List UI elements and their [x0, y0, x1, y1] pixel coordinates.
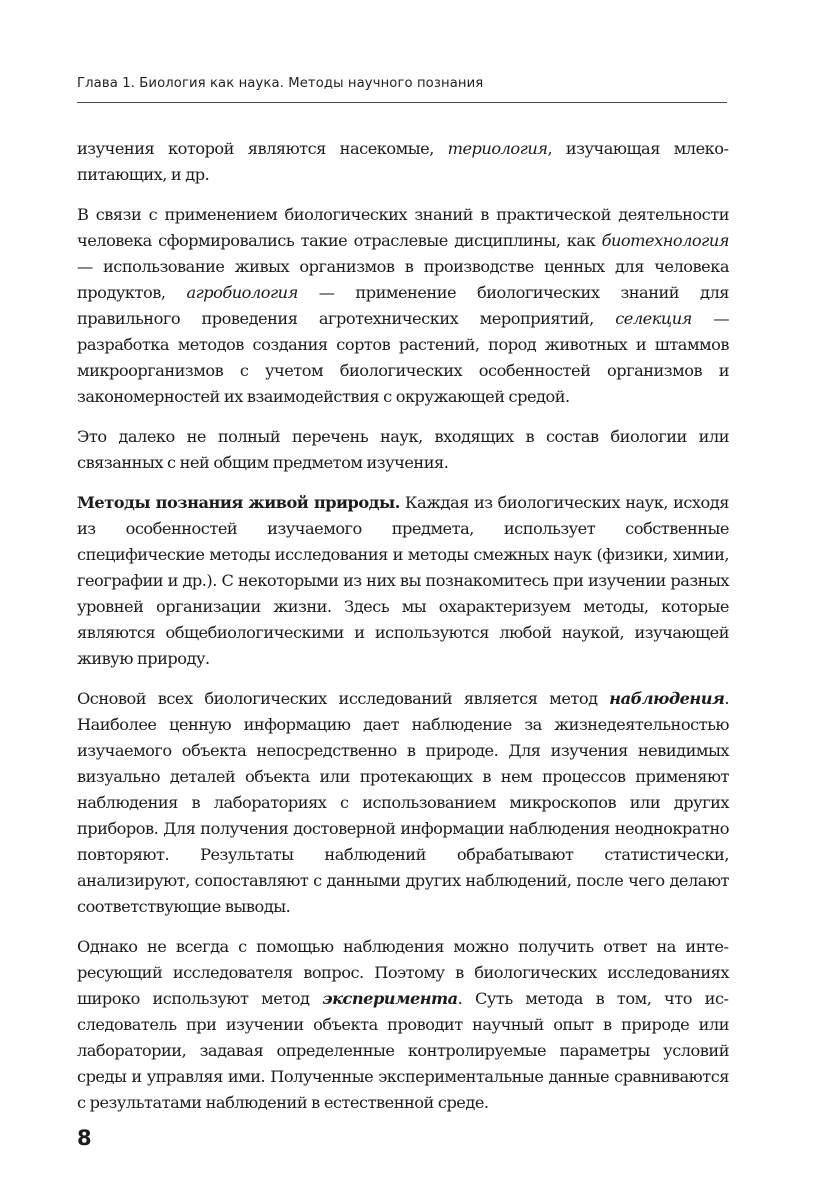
term-italic: агробиология — [186, 283, 298, 302]
text-run: Каждая из биологических наук, исходя из особенностей изучаемого предмета, использует собственные специфические методы исследования и методы смежных наук (физики, химии, географии и др.). С некоторыми из них вы познакомитесь при изучении разных уровней организации жизни. Здесь мы охарактеризуем методы, которые являются общебиологическими и используются любой наукой, изучающей живую природу. — [77, 493, 729, 668]
paragraph — [77, 424, 729, 476]
term-italic: биотехнология — [601, 231, 729, 250]
header-divider — [77, 102, 727, 103]
page-number: 8 — [77, 1126, 92, 1150]
paragraph — [77, 934, 729, 1116]
text-run: — применение биологических знаний для правильного проведения агротехнических мероприятий, — [77, 283, 729, 328]
text-run: Однако не всегда с помощью наблюдения можно получить ответ на интересующий исследователя вопрос. Поэтому в биологических исследованиях широко используют метод — [77, 937, 729, 1008]
text-run: — разработка методов создания сортов растений, пород животных и штаммов микроорганизмов с учетом биологических особенностей организмов и закономерностей их взаимодействия с окружающей средой. — [77, 309, 730, 406]
paragraph — [77, 686, 729, 920]
text-run: . Наиболее ценную информацию дает наблюдение за жизнедеятельностью изучаемого объекта непосредственно в природе. Для изучения невидимых визуально деталей объекта или протекающих в нем процессов применяют наблюдения в лабораториях с использованием микроскопов или других приборов. Для получения достоверной информации наблюдения неоднократно повторяют. Результаты наблюдений обрабатывают статистически, анализируют, сопоставляют с данными других наблюдений, после чего делают соответствующие выводы. — [77, 689, 729, 916]
text-run: В связи с применением биологических знаний в практической деятельности человека сформировались такие отраслевые дисциплины, как — [77, 205, 729, 250]
page-body — [77, 136, 729, 1130]
section-heading-inline: Методы познания живой природы. — [77, 493, 400, 512]
term-italic: териология — [447, 139, 548, 158]
paragraph — [77, 136, 729, 188]
paragraph — [77, 490, 729, 672]
text-run: Основой всех биологических исследований является метод — [77, 689, 610, 708]
term-italic: селекция — [615, 309, 692, 328]
running-header: Глава 1. Биология как наука. Методы научного познания — [77, 76, 484, 91]
paragraph — [77, 202, 729, 410]
text-run: — использование живых организмов в производстве ценных для человека продуктов, — [77, 257, 729, 302]
text-run: , изучающая млекопитающих, и др. — [77, 139, 729, 184]
key-term: эксперимента — [322, 989, 458, 1008]
text-run: Это далеко не полный перечень наук, входящих в состав биологии или связанных с ней общим предметом изучения. — [77, 427, 729, 472]
text-run: . Суть метода в том, что исследователь при изучении объекта проводит научный опыт в природе или лаборатории, задавая определенные контролируемые параметры условий среды и управляя ими. Полученные экспериментальные данные сравниваются с результатами наблюдений в естественной среде. — [77, 989, 729, 1112]
text-run: изучения которой являются насекомые, — [77, 139, 448, 158]
key-term: наблюдения — [609, 689, 725, 708]
